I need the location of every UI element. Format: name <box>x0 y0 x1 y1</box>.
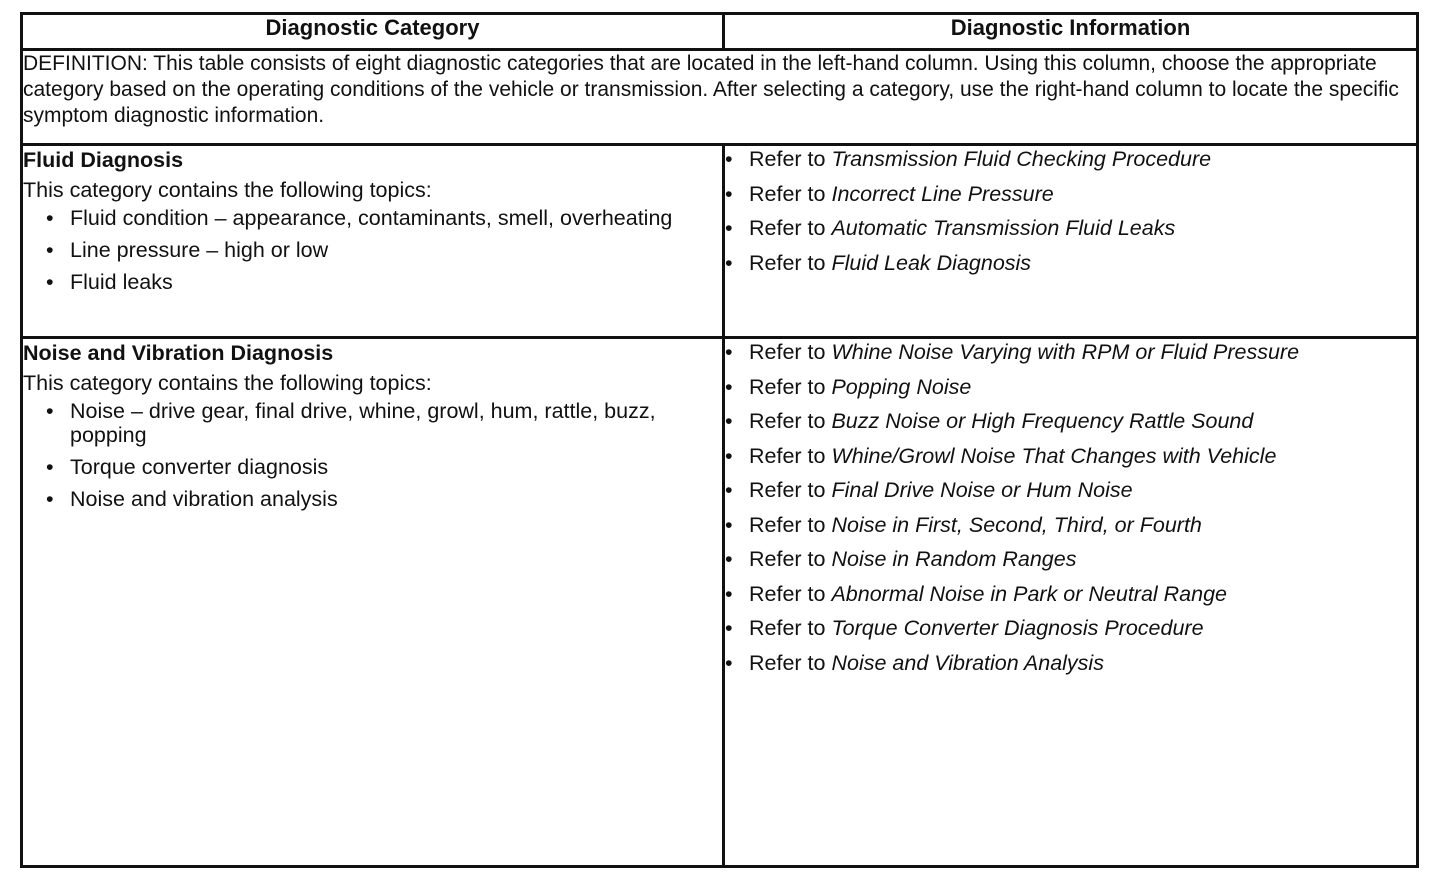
reference-link[interactable]: Buzz Noise or High Frequency Rattle Sound <box>831 409 1254 433</box>
header-row <box>22 14 1418 50</box>
diagnostic-table <box>20 12 1419 868</box>
refer-prefix: Refer to <box>749 340 826 364</box>
definition-text: DEFINITION: This table consists of eight diagnostic categories that are located in the left-hand column. Using this column, choose the appropriate category based on the operating conditions of the vehicle or transmission. After selecting a category, use the right-hand column to locate the specific symptom diagnostic information. <box>22 50 1418 145</box>
information-cell <box>724 338 1418 867</box>
refer-prefix: Refer to <box>749 216 826 240</box>
reference-link[interactable]: Torque Converter Diagnosis Procedure <box>831 616 1204 640</box>
reference-item[interactable] <box>725 181 1416 207</box>
reference-item[interactable] <box>725 477 1416 503</box>
refer-prefix: Refer to <box>749 250 826 275</box>
category-intro: This category contains the following topics: <box>23 371 432 395</box>
reference-link[interactable]: Popping Noise <box>831 374 972 399</box>
category-title: Fluid Diagnosis <box>23 148 184 172</box>
refer-prefix: Refer to <box>749 478 826 502</box>
topic-item: • Line pressure – high or low <box>46 238 722 262</box>
refer-prefix: Refer to <box>749 147 826 171</box>
reference-item[interactable] <box>725 650 1416 676</box>
reference-link[interactable]: Whine Noise Varying with RPM or Fluid Pressure <box>831 340 1300 364</box>
reference-item[interactable] <box>725 581 1416 607</box>
reference-link[interactable]: Noise in Random Ranges <box>831 547 1077 571</box>
reference-list <box>725 146 1416 276</box>
category-row-noise <box>22 338 1418 867</box>
category-cell <box>22 338 724 867</box>
category-row-fluid <box>22 145 1418 338</box>
reference-item[interactable] <box>725 408 1416 434</box>
topic-item: • Noise and vibration analysis <box>46 487 722 511</box>
category-intro: This category contains the following topics: <box>23 178 432 202</box>
reference-link[interactable]: Whine/Growl Noise That Changes with Vehicle <box>831 443 1277 468</box>
refer-prefix: Refer to <box>749 581 826 606</box>
topic-list <box>23 399 722 511</box>
reference-link[interactable]: Abnormal Noise in Park or Neutral Range <box>831 581 1228 606</box>
header-information: Diagnostic Information <box>724 14 1418 50</box>
topic-item: • Fluid condition – appearance, contaminants, smell, overheating <box>46 206 722 230</box>
refer-prefix: Refer to <box>749 374 826 399</box>
reference-link[interactable]: Incorrect Line Pressure <box>831 181 1054 206</box>
topic-list <box>23 206 722 294</box>
refer-prefix: Refer to <box>749 409 826 433</box>
reference-list <box>725 339 1416 676</box>
refer-prefix: Refer to <box>749 443 826 468</box>
reference-item[interactable] <box>725 615 1416 641</box>
definition-row <box>22 50 1418 145</box>
topic-item: • Noise – drive gear, final drive, whine, growl, hum, rattle, buzz, popping <box>46 399 722 447</box>
refer-prefix: Refer to <box>749 547 826 571</box>
refer-prefix: Refer to <box>749 616 826 640</box>
topic-item: • Fluid leaks <box>46 270 722 294</box>
reference-link[interactable]: Fluid Leak Diagnosis <box>831 250 1032 275</box>
refer-prefix: Refer to <box>749 650 826 675</box>
reference-link[interactable]: Transmission Fluid Checking Procedure <box>831 147 1212 171</box>
reference-link[interactable]: Noise in First, Second, Third, or Fourth <box>831 512 1202 537</box>
refer-prefix: Refer to <box>749 181 826 206</box>
header-category: Diagnostic Category <box>22 14 724 50</box>
reference-item[interactable] <box>725 546 1416 572</box>
reference-item[interactable] <box>725 374 1416 400</box>
information-cell <box>724 145 1418 338</box>
reference-item[interactable] <box>725 443 1416 469</box>
reference-link[interactable]: Noise and Vibration Analysis <box>831 650 1104 675</box>
reference-link[interactable]: Final Drive Noise or Hum Noise <box>831 478 1133 502</box>
category-cell <box>22 145 724 338</box>
reference-item[interactable] <box>725 250 1416 276</box>
topic-item: • Torque converter diagnosis <box>46 455 722 479</box>
category-title: Noise and Vibration Diagnosis <box>23 341 334 365</box>
refer-prefix: Refer to <box>749 512 826 537</box>
reference-item[interactable] <box>725 339 1416 365</box>
reference-item[interactable] <box>725 215 1416 241</box>
reference-item[interactable] <box>725 512 1416 538</box>
reference-item[interactable] <box>725 146 1416 172</box>
reference-link[interactable]: Automatic Transmission Fluid Leaks <box>831 216 1176 240</box>
